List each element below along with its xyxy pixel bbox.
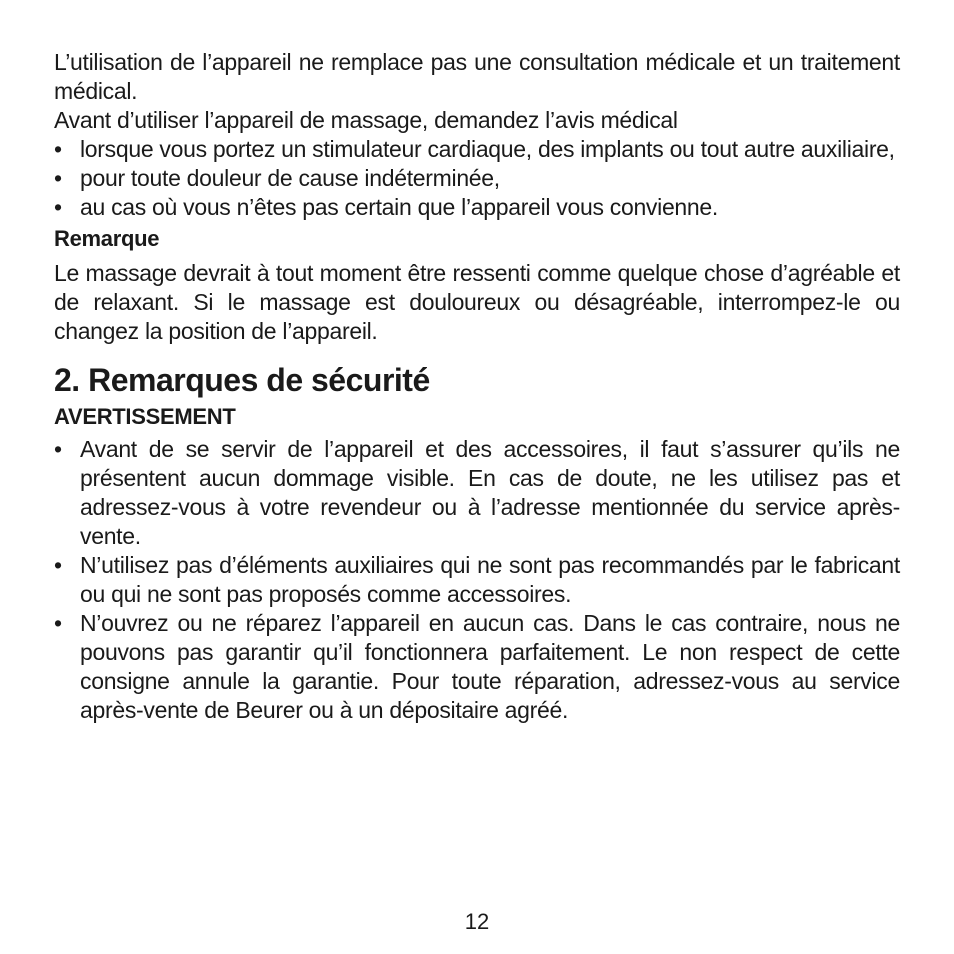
section-title: 2. Remarques de sécurité: [54, 362, 430, 398]
intro-paragraph: L’utilisation de l’appareil ne remplace pas une consultation médicale et un traitement médical.: [54, 49, 900, 104]
remarque-paragraph: Le massage devrait à tout moment être ressenti comme quelque chose d’agréable et de relaxant. Si le massage est douloureux ou désagréable, interrompez-le ou changez la position de l’appareil.: [54, 260, 900, 344]
warning-heading: AVERTISSEMENT: [54, 404, 236, 429]
warning-item-text: N’ouvrez ou ne réparez l’appareil en aucun cas. Dans le cas contraire, nous ne pouvons pas garantir qu’il fonctionnera parfaitement. Le non respect de cette consigne annule la garantie. Pour toute réparation, adressez-vous au service après-vente de Beurer ou à un dépositaire agréé.: [80, 610, 900, 723]
intro-advice-line: Avant d’utiliser l’appareil de massage, demandez l’avis médical: [54, 107, 678, 133]
document-page: [54, 48, 900, 725]
bullet-icon: •: [54, 136, 62, 162]
bullet-icon: •: [54, 552, 62, 578]
page-number: 12: [464, 909, 490, 934]
bullet-icon: •: [54, 610, 62, 636]
advice-list: [54, 135, 900, 222]
advice-item: [54, 193, 900, 222]
advice-item-text: lorsque vous portez un stimulateur cardiaque, des implants ou tout autre auxiliaire,: [80, 136, 895, 162]
warning-item: [54, 609, 900, 725]
warning-item-text: N’utilisez pas d’éléments auxiliaires qui ne sont pas recommandés par le fabricant ou qui ne sont pas proposés comme accessoires.: [80, 552, 900, 607]
warning-item: [54, 551, 900, 609]
bullet-icon: •: [54, 194, 62, 220]
bullet-icon: •: [54, 165, 62, 191]
advice-item: [54, 135, 900, 164]
warning-item: [54, 435, 900, 551]
warning-item-text: Avant de se servir de l’appareil et des accessoires, il faut s’assurer qu’ils ne présentent aucun dommage visible. En cas de doute, ne les utilisez pas et adressez-vous à votre revendeur ou à l’adresse mentionnée du service après-vente.: [80, 436, 900, 549]
advice-item: [54, 164, 900, 193]
bullet-icon: •: [54, 436, 62, 462]
remarque-heading: Remarque: [54, 226, 160, 251]
advice-item-text: pour toute douleur de cause indéterminée,: [80, 165, 500, 191]
advice-item-text: au cas où vous n’êtes pas certain que l’appareil vous convienne.: [80, 194, 718, 220]
warning-list: [54, 435, 900, 725]
